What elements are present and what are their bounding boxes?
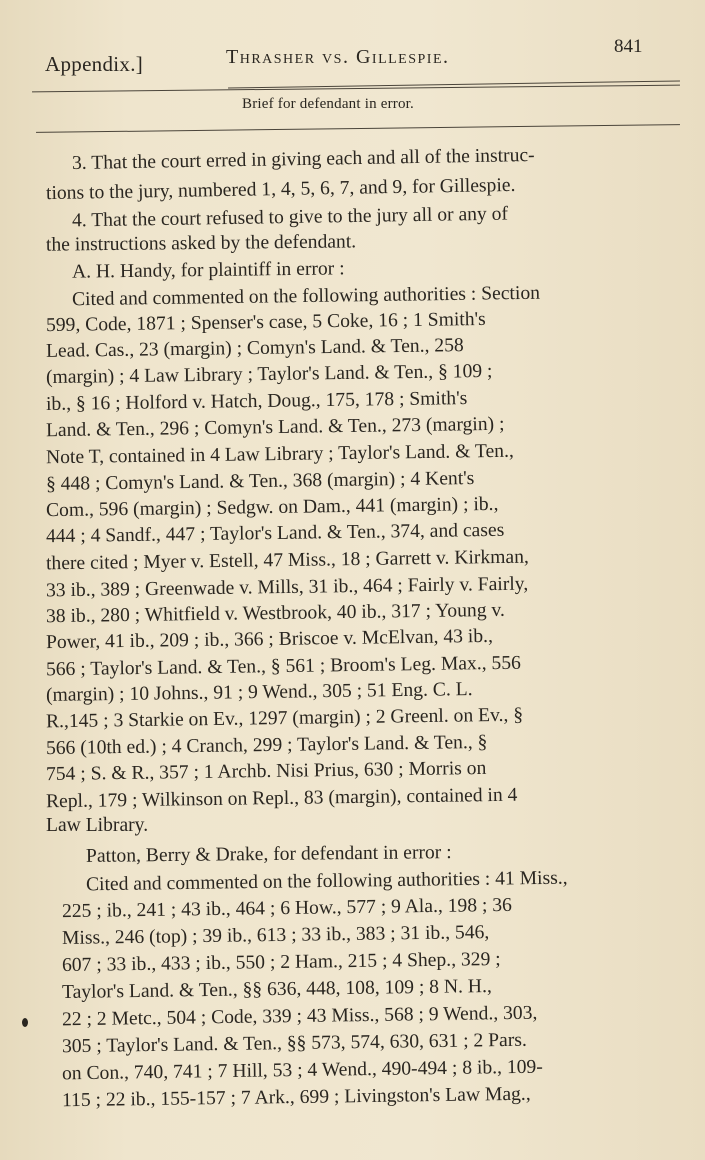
text-line: 444 ; 4 Sandf., 447 ; Taylor's Land. & Ten., 374, and cases bbox=[45, 519, 505, 548]
text-line: 22 ; 2 Metc., 504 ; Code, 339 ; 43 Miss., 568 ; 9 Wend., 303, bbox=[61, 1002, 538, 1031]
text-line: Miss., 246 (top) ; 39 ib., 613 ; 33 ib., 383 ; 31 ib., 546, bbox=[61, 922, 490, 949]
text-line: Power, 41 ib., 209 ; ib., 366 ; Briscoe v. McElvan, 43 ib., bbox=[45, 625, 494, 654]
text-line: the instructions asked by the defendant. bbox=[45, 231, 357, 256]
text-line: R.,145 ; 3 Starkie on Ev., 1297 (margin) ; 2 Greenl. on Ev., § bbox=[45, 704, 524, 733]
text-line: (margin) ; 10 Johns., 91 ; 9 Wend., 305 ; 51 Eng. C. L. bbox=[45, 679, 473, 706]
counsel-line: A. H. Handy, for plaintiff in error : bbox=[71, 258, 345, 283]
text-line: there cited ; Myer v. Estell, 47 Miss., 18 ; Garrett v. Kirkman, bbox=[45, 546, 529, 575]
text-line: Com., 596 (margin) ; Sedgw. on Dam., 441 (margin) ; ib., bbox=[45, 493, 499, 522]
text-line: 566 (10th ed.) ; 4 Cranch, 299 ; Taylor's Land. & Ten., § bbox=[45, 731, 488, 760]
header-case-title: Thrasher vs. Gillespie. bbox=[226, 46, 450, 68]
text-line: 754 ; S. & R., 357 ; 1 Archb. Nisi Prius, 630 ; Morris on bbox=[45, 757, 487, 786]
text-line: 607 ; 33 ib., 433 ; ib., 550 ; 2 Ham., 215 ; 4 Shep., 329 ; bbox=[61, 948, 501, 977]
text-line: ib., § 16 ; Holford v. Hatch, Doug., 175, 178 ; Smith's bbox=[45, 388, 468, 415]
text-line: 599, Code, 1871 ; Spenser's case, 5 Coke, 16 ; 1 Smith's bbox=[45, 308, 486, 337]
text-line: 38 ib., 280 ; Whitfield v. Westbrook, 40 ib., 317 ; Young v. bbox=[45, 599, 506, 628]
text-line: Lead. Cas., 23 (margin) ; Comyn's Land. & Ten., 258 bbox=[45, 335, 464, 362]
text-line: 115 ; 22 ib., 155-157 ; 7 Ark., 699 ; Livingston's Law Mag., bbox=[61, 1083, 531, 1112]
page-number: 841 bbox=[614, 36, 643, 57]
text-line: Taylor's Land. & Ten., §§ 636, 448, 108, 109 ; 8 N. H., bbox=[61, 976, 492, 1003]
counsel-line: Patton, Berry & Drake, for defendant in error : bbox=[85, 842, 452, 867]
text-line: 4. That the court refused to give to the jury all or any of bbox=[71, 203, 509, 232]
text-line: 33 ib., 389 ; Greenwade v. Mills, 31 ib., 464 ; Fairly v. Fairly, bbox=[45, 573, 529, 602]
text-line: tions to the jury, numbered 1, 4, 5, 6, 7, and 9, for Gillespie. bbox=[45, 174, 516, 205]
text-line: 566 ; Taylor's Land. & Ten., § 561 ; Broom's Leg. Max., 556 bbox=[45, 652, 522, 681]
text-line: Repl., 179 ; Wilkinson on Repl., 83 (margin), contained in 4 bbox=[45, 784, 518, 813]
subheading: Brief for defendant in error. bbox=[242, 96, 414, 112]
header-section-label: Appendix.] bbox=[45, 52, 144, 76]
text-line: 225 ; ib., 241 ; 43 ib., 464 ; 6 How., 577 ; 9 Ala., 198 ; 36 bbox=[61, 894, 513, 923]
margin-ink-mark bbox=[22, 1018, 28, 1027]
text-line: Note T, contained in 4 Law Library ; Taylor's Land. & Ten., bbox=[45, 440, 514, 469]
text-line: Cited and commented on the following authorities : Section bbox=[71, 282, 541, 311]
running-header bbox=[0, 36, 705, 76]
text-line: § 448 ; Comyn's Land. & Ten., 368 (margin) ; 4 Kent's bbox=[45, 468, 475, 495]
text-line: on Con., 740, 741 ; 7 Hill, 53 ; 4 Wend., 490-494 ; 8 ib., 109- bbox=[61, 1056, 543, 1085]
text-line: Cited and commented on the following authorities : 41 Miss., bbox=[85, 867, 568, 896]
text-line: 305 ; Taylor's Land. & Ten., §§ 573, 574, 630, 631 ; 2 Pars. bbox=[61, 1029, 527, 1058]
text-line: 3. That the court erred in giving each and all of the instruc- bbox=[71, 144, 535, 175]
text-line: (margin) ; 4 Law Library ; Taylor's Land. & Ten., § 109 ; bbox=[45, 360, 493, 389]
text-line: Land. & Ten., 296 ; Comyn's Land. & Ten., 273 (margin) ; bbox=[45, 413, 505, 442]
subheading-rule bbox=[36, 124, 680, 133]
text-line: Law Library. bbox=[46, 815, 149, 836]
